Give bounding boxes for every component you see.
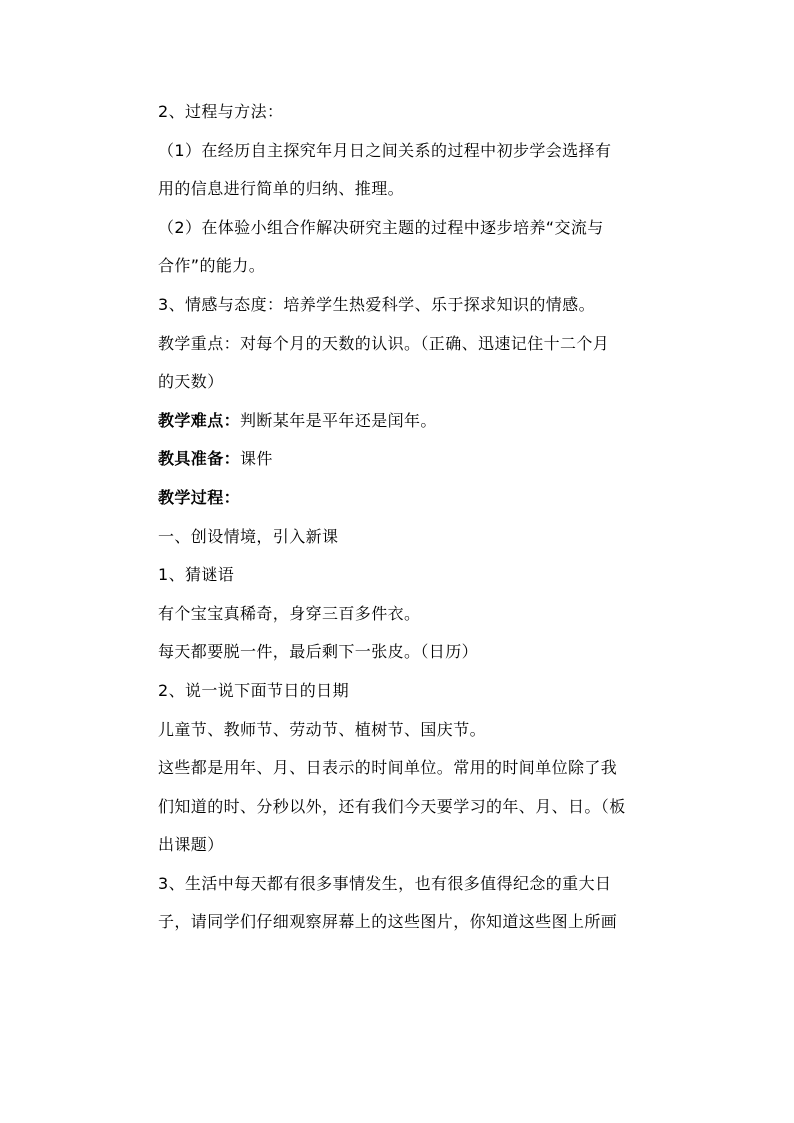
section-heading-intro: 一、创设情境，引入新课 bbox=[158, 526, 339, 546]
step-riddle-heading: 1、猜谜语 bbox=[158, 565, 235, 585]
step-holidays-heading: 2、说一说下面节日的日期 bbox=[158, 680, 349, 700]
teaching-difficulty bbox=[158, 411, 678, 431]
teaching-difficulty-label: 教学难点： bbox=[158, 410, 241, 430]
paragraph-line: 这些都是用年、月、日表示的时间单位。常用的时间单位除了我 bbox=[158, 758, 618, 778]
document-body bbox=[158, 102, 678, 951]
riddle-line: 有个宝宝真稀奇，身穿三百多件衣。 bbox=[158, 603, 421, 623]
paragraph-line: （2）在体验小组合作解决研究主题的过程中逐步培养“交流与 bbox=[158, 217, 604, 237]
paragraph-line: （1）在经历自主探究年月日之间关系的过程中初步学会选择有 bbox=[158, 140, 612, 160]
teaching-process-heading: 教学过程： bbox=[158, 487, 241, 507]
paragraph-line: 子，请同学们仔细观察屏幕上的这些图片，你知道这些图上所画 bbox=[158, 912, 618, 932]
paragraph-line: 合作”的能力。 bbox=[158, 256, 266, 276]
teaching-materials-text: 课件 bbox=[240, 449, 273, 469]
paragraph-line: 用的信息进行简单的归纳、推理。 bbox=[158, 179, 405, 199]
teaching-focus-line: 教学重点：对每个月的天数的认识。（正确、迅速记住十二个月 bbox=[158, 333, 610, 353]
holidays-list: 儿童节、教师节、劳动节、植树节、国庆节。 bbox=[158, 719, 487, 739]
paragraph-line: 们知道的时、分秒以外，还有我们今天要学习的年、月、日。（板 bbox=[158, 796, 626, 816]
teaching-materials-label: 教具准备： bbox=[158, 449, 241, 469]
paragraph-line: 3、生活中每天都有很多事情发生，也有很多值得纪念的重大日 bbox=[158, 873, 612, 893]
section-heading-process-method: 2、过程与方法： bbox=[158, 102, 284, 121]
paragraph-line: 出课题） bbox=[158, 835, 224, 855]
teaching-materials bbox=[158, 449, 678, 469]
teaching-difficulty-text: 判断某年是平年还是闰年。 bbox=[240, 410, 437, 430]
section-heading-emotion-attitude: 3、情感与态度：培养学生热爱科学、乐于探求知识的情感。 bbox=[158, 294, 595, 314]
riddle-line: 每天都要脱一件，最后剩下一张皮。（日历） bbox=[158, 642, 479, 662]
teaching-focus-line: 的天数） bbox=[158, 372, 224, 392]
